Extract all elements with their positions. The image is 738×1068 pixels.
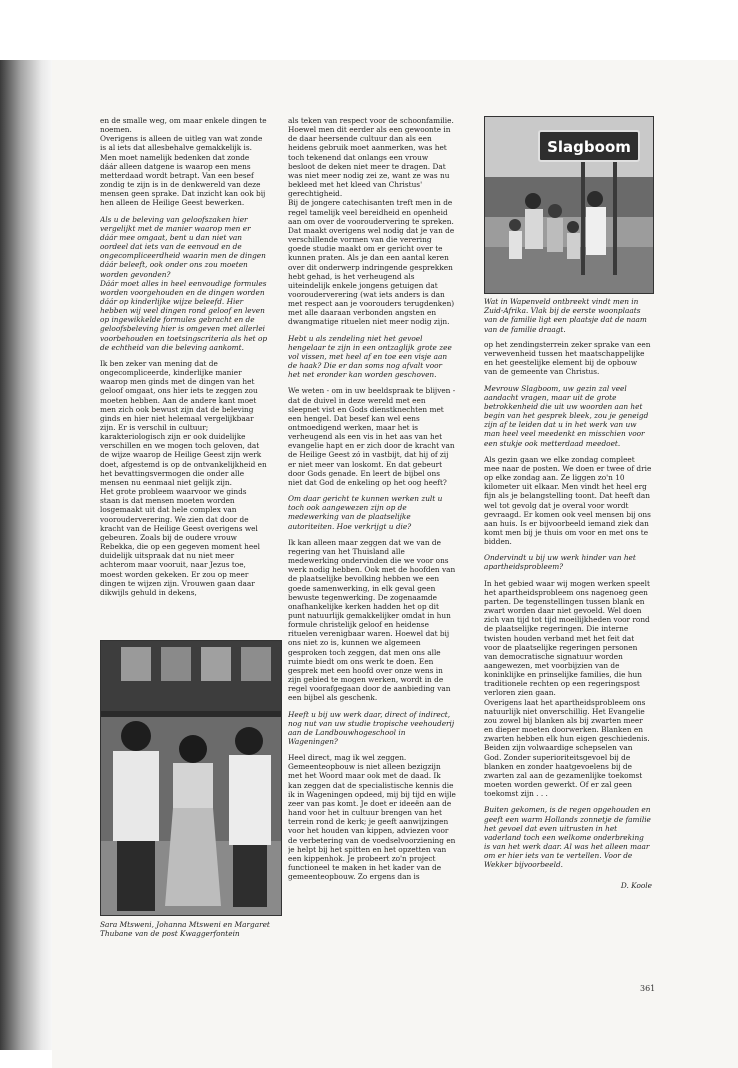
col1-paragraph-1: en de smalle weg, om maar enkele dingen te noemen. Overigens is alleen de uitleg van wat zonde is al iets dat allesbehalve gemakkelijk is. Men moet namelijk bedenken dat zonde dáár alleen datgene is waarop een mens metterdaad wordt betrapt. Van een besef zondig te zijn is in de denkwereld van deze mensen geen sprake. Dat inzicht kan ook bij hen alleen de Heilige Geest bewerken. xyxy=(100,116,267,208)
col3-paragraph-2: Als gezin gaan we elke zondag compleet mee naar de posten. We doen er twee of drie op elke zondag aan. Ze liggen zo'n 10 kilometer uit elkaar. Men vindt het heel erg fijn als je belangstelling toont. Dat heeft dan wel tot gevolg dat je overal voor wordt gevraagd. Er komen ook veel mensen bij ons aan huis. Is er bijvoorbeeld iemand ziek dan komt men bij je thuis om voor en met ons te bidden. xyxy=(484,454,652,547)
col3-paragraph-1: op het zendingsterrein zeker sprake van een verwevenheid tussen het maatschappelijke en het geestelijke element bij de opbouw van de gemeente van Christus. xyxy=(484,340,651,377)
column-2 xyxy=(288,116,456,888)
photo-caption-sign: Wat in Wapenveld ontbreekt vindt men in Zuid-Afrika. Vlak bij de eerste woonplaats van de familie ligt een plaatsje dat de naam van de familie draagt. xyxy=(484,297,647,334)
photo-caption-women: Sara Mtsweni, Johanna Mtsweni en Margaret Thubane van de post Kwaggerfontein xyxy=(100,920,270,939)
col2-paragraph-1: als teken van respect voor de schoonfamilie. Hoewel men dit eerder als een gewoonte in de daar heersende cultuur dan als een heidens gebruik moet aanmerken, was het toch tekenend dat onlangs een vrouw besloot de deken niet meer te dragen. Dat was niet meer nodig zei ze, want ze was nu bekleed met het kleed van Christus' gerechtigheid. Bij de jongere catechisanten treft men in de regel tamelijk veel bereidheid en openheid aan om over de vooroudervering te spreken. Dat maakt overigens wel nodig dat je van de verschillende vormen van die verering goede studie maakt om er gericht over te kunnen praten. Als je dan een aantal keren over dit onderwerp indringende gesprekken hebt gehad, is het verheugend als uiteindelijk enkele jongens getuigen dat voorouderverering (wat iets anders is dan met respect aan je voorouders terugdenken) met alle daaraan verbonden angsten en dwangmatige rituelen niet meer nodig zijn. xyxy=(288,116,455,327)
col2-question-1: Hebt u als zendeling niet het gevoel hengelaar te zijn in een ontzaglijk grote zee vol vissen, met heel af en toe een visje aan de haak? Die er dan soms nog afvalt voor het net eronder kan worden geschoven. xyxy=(288,333,452,380)
book-spine-shadow xyxy=(0,60,52,1050)
col3-closing: Buiten gekomen, is de regen opgehouden en geeft een warm Hollands zonnetje de familie het gevoel dat even uitrusten in het vaderland toch een welkome onderbreking is van het werk daar. Al was het alleen maar om er hier iets van te vertellen. Voor de Wekker bijvoorbeeld. xyxy=(484,805,651,870)
col2-paragraph-2: We weten - om in uw beeldspraak te blijven - dat de duivel in deze wereld met een sleepnet vist en Gods dienstknechten met een hengel. Dat besef kan wel eens ontmoedigend werken, maar het is verheugend als een vis in het aas van het evangelie hapt en er zich door de kracht van de Heilige Geest zó in vastbijt, dat hij of zij er niet meer van loskomt. En dat gebeurt door Gods genade. En leert de bijbel ons niet dat God de enkeling op het oog heeft? xyxy=(288,386,456,487)
photo-three-women xyxy=(100,640,282,916)
col3-paragraph-3: In het gebied waar wij mogen werken speelt het apartheidsprobleem ons nagenoeg geen parten. De tegenstellingen tussen blank en zwart worden daar niet gevoeld. Wel doen zich van tijd tot tijd moeilijkheden voor rond de plaatselijke regeringen. Die interne twisten houden verband met het feit dat voor de plaatselijke regeringen personen van democratische signatuur worden aangewezen, met voorbijzien van de koninklijke en prinselijke families, die hun traditionele rechten op een regeringspost verloren zien gaan. Overigens laat het apartheidsprobleem ons natuurlijk niet onverschillig. Het Evangelie zou zowel bij blanken als bij zwarten meer en dieper moeten doorwerken. Blanken en zwarten hebben elk hun eigen geschiedenis. Beiden zijn volwaardige schepselen van God. Zonder superioriteitsgevoel bij de blanken en zonder haatgevoelens bij de zwarten zal aan de gezamenlijke toekomst moeten worden gewerkt. Of er zal geen toekomst zijn . . . xyxy=(484,578,650,799)
page-number: 361 xyxy=(640,984,656,993)
column-3 xyxy=(484,340,652,898)
col3-question-1: Mevrouw Slagboom, uw gezin zal veel aandacht vragen, maar uit de grote betrokkenheid die uit uw woorden aan het begin van het gesprek bleek, zou je geneigd zijn af te leiden dat u in het werk van uw man heel veel meedenkt en misschien voor een stukje ook metterdaad meedoet. xyxy=(484,383,649,448)
col2-question-3: Heeft u bij uw werk daar, direct of indirect, nog nut van uw studie tropische veehouderij aan de Landbouwhogeschool in Wageningen? xyxy=(288,709,455,746)
col2-paragraph-3: Ik kan alleen maar zeggen dat we van de regering van het Thuisland alle medewerking ondervinden die we voor ons werk nodig hebben. Ook met de hoofden van de plaatselijke bevolking hebben we een goede samenwerking, in elk geval geen bewuste tegenwerking. De zogenaamde onafhankelijke kerken hadden het op dit punt natuurlijk gemakkelijker omdat in hun formule christelijk geloof en heidense rituelen verenigbaar waren. Hoewel dat bij ons niet zo is, kunnen we algemeen gesproken toch zeggen, dat men ons alle ruimte biedt om ons werk te doen. Een gesprek met een hoofd over onze wens in zijn gebied te mogen werken, wordt in de regel voorafgegaan door de aanbieding van een bijbel als geschenk. xyxy=(288,537,456,703)
col3-question-2: Ondervindt u bij uw werk hinder van het apartheidsprobleem? xyxy=(484,553,636,572)
sign-text: Slagboom xyxy=(547,138,631,156)
col1-question-1: Als u de beleving van geloofszaken hier vergelijkt met de manier waarop men er dáár mee omgaat, bent u dan niet van oordeel dat iets van de eenvoud en de ongecompliceerdheid waarin men de dingen dáár beleeft, ook onder ons zou moeten worden gevonden? Dáár moet alles in heel eenvoudige formules worden voorgehouden en de dingen worden dáár op kinderlijke wijze beleefd. Hier hebben wij veel dingen rond geloof en leven op ingewikkelde formules gebracht en de geloofsbeleving hier is omgeven met allerlei voorbehouden en toetsingscriteria als het op de echtheid van die beleving aankomt. xyxy=(100,214,268,352)
author-signature: D. Koole xyxy=(620,881,652,891)
col2-question-2: Om daar gericht te kunnen werken zult u toch ook aangewezen zijn op de medewerking van de plaatselijke autoriteiten. Hoe verkrijgt u die? xyxy=(288,494,443,531)
column-1 xyxy=(100,116,268,604)
photo-slagboom-sign xyxy=(484,116,654,294)
col2-paragraph-4: Heel direct, mag ik wel zeggen. Gemeenteopbouw is niet alleen bezigzijn met het Woord maar ook met de daad. Ik kan zeggen dat de specialistische kennis die ik in Wageningen opdeed, mij bij tijd en wijle zeer van pas komt. Je doet er ideeën aan de hand voor het in cultuur brengen van het terrein rond de kerk; je geeft aanwijzingen voor het houden van kippen, adviezen voor de verbetering van de voedselvoorziening en je helpt bij het spitten en het opzetten van een kippenhok. Je probeert zo'n project functioneel te maken in het kader van de gemeenteopbouw. Zo ergens dan is xyxy=(288,753,456,882)
col1-paragraph-2: Ik ben zeker van mening dat de ongecompliceerde, kinderlijke manier waarop men ginds met de dingen van het geloof omgaat, ons hier iets te zeggen zou moeten hebben. Aan de andere kant moet men zich ook bewust zijn dat de beleving ginds en hier niet helemaal vergelijkbaar zijn. Er is verschil in cultuur; karakteriologisch zijn er ook duidelijke verschillen en we mogen toch geloven, dat de wijze waarop de Heilige Geest zijn werk doet, afgestemd is op de ontvankelijkheid en het bevattingsvermogen die onder alle mensen nu eenmaal niet gelijk zijn. Het grote probleem waarvoor we ginds staan is dat mensen moeten worden losgemaakt uit dat hele complex van voorouderverering. We zien dat door de kracht van de Heilige Geest overigens wel gebeuren. Zoals bij de oudere vrouw Rebekka, die op een gegeven moment heel duidelijk uitspraak dat nu niet meer achterom maar vooruit, naar Jezus toe, moest worden gekeken. Er zou op meer dingen te wijzen zijn. Vrouwen gaan daar dikwijls gehuld in dekens, xyxy=(100,358,267,597)
